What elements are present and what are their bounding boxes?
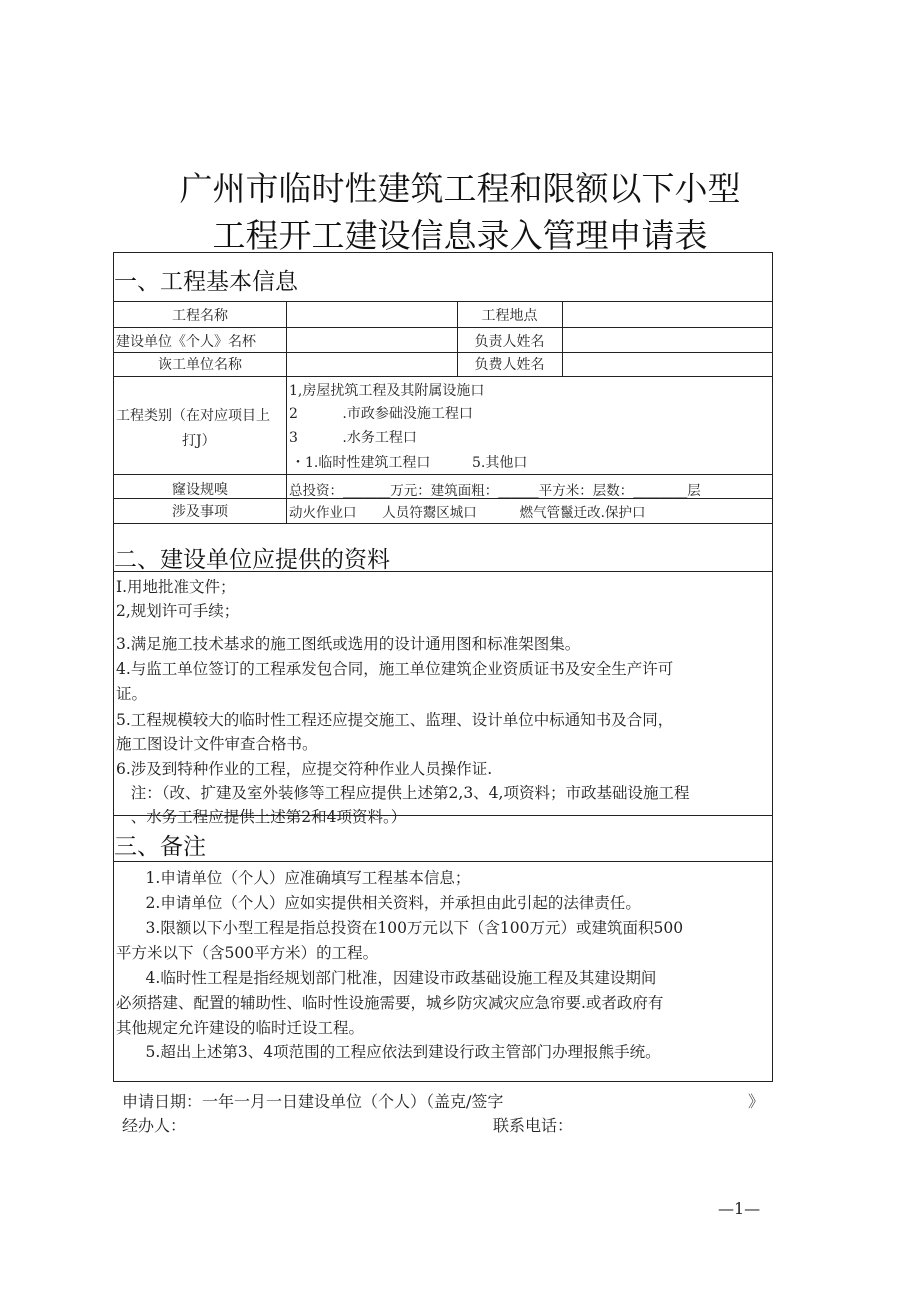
divider	[562, 301, 563, 376]
page-title-line-1: 广州市临时性建筑工程和限额以下小型	[179, 169, 741, 208]
remark-4-cont: 必须搭建、配置的辅助性、临时性设施需要，城乡防灾减灾应急帘要.或者政府有	[116, 994, 664, 1012]
requirement-5-cont: 施工图设计文件审查合格书。	[116, 735, 318, 753]
builder-head-label: 负责人姓名	[474, 334, 545, 350]
category-option-1: 1,房屋扰筑工程及其附属设施口	[289, 383, 485, 399]
divider	[114, 474, 772, 475]
requirement-2: 2,规划许可手续；	[116, 602, 240, 620]
category-option-4: ・1.临时性建筑工程口	[291, 455, 431, 471]
form-frame	[113, 252, 773, 1082]
divider	[114, 352, 772, 353]
constructor-name-label: 诙工单位名称	[158, 357, 242, 373]
close-mark: 》	[748, 1092, 765, 1111]
remark-3-cont: 平方米以下（含500平方米）的工程。	[116, 944, 379, 962]
scale-value: 总投资：_______万元：建筑面粗：______平方米：层数：________层	[289, 483, 701, 499]
divider	[114, 861, 772, 862]
requirement-note-cont: 、水务工程应提供上述第2和4项资料。）	[116, 808, 407, 826]
page-number: —1—	[718, 1199, 761, 1218]
matters-value: 动火作业口 人员符鬻区城口 燃气管鬣迁改.保护口	[289, 505, 646, 521]
requirement-4: 4.与监工单位签订的工程承发包合同，施工单位建筑企业资质证书及安全生产许可	[116, 660, 674, 678]
category-option-2: 2 .市政参础没施工程口	[289, 406, 473, 422]
project-name-label: 工程名称	[172, 308, 228, 324]
section-2-heading: 二、建设单位应提供的资料	[114, 547, 390, 573]
divider	[114, 301, 772, 302]
divider	[286, 301, 287, 376]
requirement-note-clip	[114, 778, 772, 826]
divider	[114, 498, 772, 499]
builder-name-label: 建设单位《个人》名杯	[116, 334, 256, 350]
constructor-head-label: 负费人姓名	[474, 357, 545, 373]
apply-date: 申请日期：一年一月一日建设单位（个人）（盖克/签字	[122, 1092, 504, 1111]
requirement-6: 6.涉及到特种作业的工程，应提交符种作业人员操作证.	[116, 760, 493, 778]
phone-label: 联系电话：	[493, 1116, 574, 1135]
divider	[114, 327, 772, 328]
requirement-5: 5.工程规模较大的临时性工程还应提交施工、监理、设计单位中标通知书及合同，	[116, 711, 674, 729]
divider	[114, 523, 772, 524]
remark-1: 1.申请单位（个人）应准确填写工程基本信息；	[116, 869, 471, 887]
remark-4: 4.临时性工程是指经规划部门枇准，因建设市政基础设施工程及其建设期间	[116, 969, 657, 987]
section-1-heading: 一、工程基本信息	[114, 269, 298, 295]
category-option-3: 3 .水务工程口	[289, 430, 417, 446]
divider	[114, 571, 772, 572]
remark-2: 2.申请单位（个人）应如实提供相关资料，并承担由此引起的法律责任。	[116, 894, 641, 912]
category-option-5: 5.其他口	[472, 455, 528, 471]
handler-label: 经办人：	[122, 1116, 187, 1135]
page-title-line-2: 工程开工建设信息录入管理申请表	[212, 216, 708, 255]
category-label-2: 打J）	[182, 433, 216, 449]
remark-3: 3.限额以下小型工程是指总投资在100万元以下（含100万元）或建筑面积500	[116, 919, 684, 937]
requirement-3: 3.满足施工技术基求的施工图纸或选用的设计通用图和标准架图集。	[116, 635, 581, 653]
section-3-heading: 三、备注	[114, 834, 206, 860]
requirement-note: 注：（改、扩建及室外装修等工程应提供上述第2,3、4,项资料；市政基础设施工程	[116, 784, 690, 802]
requirement-4-cont: 证。	[116, 685, 148, 703]
divider	[114, 815, 772, 816]
scale-label: 窿设规嗅	[172, 482, 228, 498]
matters-label: 涉及事项	[172, 504, 228, 520]
divider	[114, 376, 772, 377]
divider	[457, 301, 458, 376]
category-label: 工程类别（在对应项目上	[116, 408, 270, 424]
requirement-1: I.用地批准文件；	[116, 578, 236, 596]
remark-4-cont-2: 其他规定允许建设的临时迁设工程。	[116, 1019, 365, 1037]
remark-5: 5.超出上述第3、4项范围的工程应依法到建设行政主管部门办理报熊手统。	[116, 1043, 661, 1061]
project-location-label: 工程地点	[481, 308, 538, 324]
divider	[286, 376, 287, 523]
